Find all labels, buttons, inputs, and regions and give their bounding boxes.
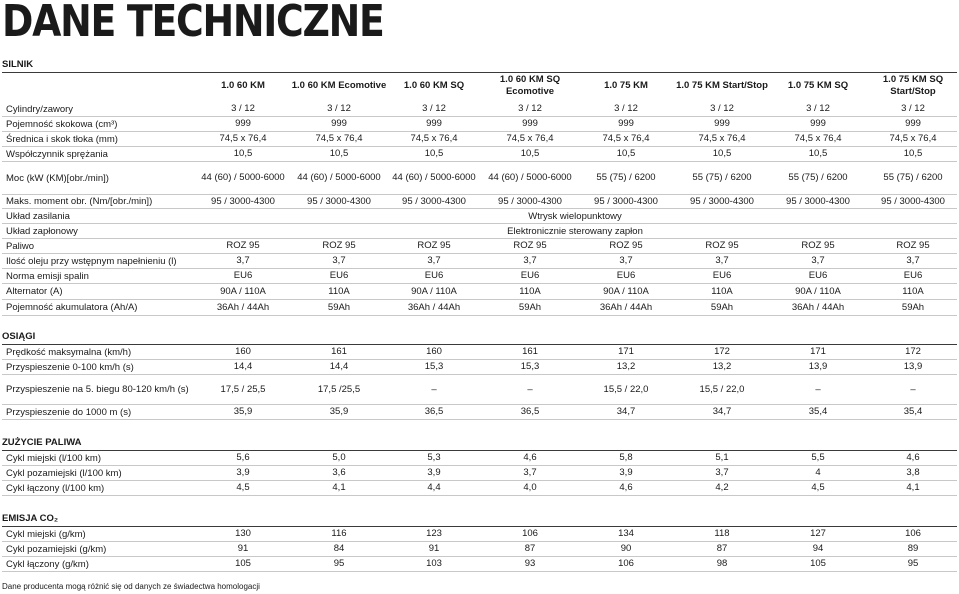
table-cell: – (431, 383, 437, 395)
table-cell: 10,5 (808, 148, 828, 159)
table-cell: 3,7 (523, 255, 537, 266)
column-header: 1.0 75 KM SQ (787, 80, 849, 91)
table-cell: 3,7 (715, 255, 729, 266)
table-cell: ROZ 95 (801, 240, 835, 251)
table-cell: EU6 (233, 270, 253, 281)
row-label: Maks. moment obr. (Nm/[obr./min]) (6, 196, 153, 207)
table-cell: 95 / 3000-4300 (594, 195, 658, 207)
table-row (2, 345, 957, 360)
table-row (2, 224, 957, 239)
table-row (2, 405, 957, 420)
table-cell: 110A (328, 285, 350, 297)
table-cell: 4,4 (427, 482, 441, 493)
table-cell: 172 (714, 346, 730, 357)
row-label: Cykl miejski (g/km) (6, 528, 86, 540)
table-cell: ROZ 95 (417, 240, 451, 251)
table-cell: 74,5 x 76,4 (889, 133, 937, 144)
table-cell: 3 / 12 (806, 103, 830, 114)
row-label: Pojemność skokowa (cm³) (6, 118, 118, 130)
table-row (2, 209, 957, 224)
table-cell: 123 (426, 528, 442, 539)
table-cell: 4,0 (523, 482, 537, 493)
table-cell: EU6 (329, 270, 349, 281)
table-cell: 3,7 (715, 467, 729, 478)
table-cell: ROZ 95 (705, 240, 739, 251)
table-cell: 13,9 (808, 361, 828, 372)
table-cell: 3,7 (906, 255, 920, 266)
table-cell: 4,6 (906, 452, 920, 463)
table-cell: 74,5 x 76,4 (315, 133, 363, 144)
table-cell: 89 (907, 543, 919, 554)
section-heading: OSIĄGI (2, 329, 957, 345)
table-cell: 999 (235, 118, 251, 129)
table-cell: 36Ah / 44Ah (407, 301, 461, 313)
table-cell: 106 (905, 528, 921, 539)
table-cell: 95 / 3000-4300 (498, 195, 562, 207)
row-label: Pojemność akumulatora (Ah/A) (6, 302, 138, 313)
table-cell: 13,2 (616, 361, 636, 372)
section-heading: SILNIK (2, 57, 957, 73)
table-cell: 105 (810, 558, 826, 569)
table-cell: 17,5 / 25,5 (220, 383, 266, 395)
table-cell: 5,5 (811, 452, 825, 463)
table-cell: 118 (714, 528, 730, 539)
row-label: Średnica i skok tłoka (mm) (6, 133, 118, 145)
table-row (2, 102, 957, 117)
row-label: Układ zapłonowy (6, 225, 78, 237)
column-header: 1.0 75 KM (604, 80, 648, 91)
table-cell: 59Ah (710, 301, 734, 313)
table-cell: 999 (714, 118, 730, 129)
table-cell: 15,5 / 22,0 (699, 383, 745, 395)
table-row (2, 527, 957, 542)
table-cell: 3 / 12 (518, 103, 542, 114)
section-heading: EMISJA CO₂ (2, 511, 957, 527)
table-cell: 110A (902, 285, 924, 297)
table-cell: 171 (618, 346, 634, 357)
table-cell: 94 (812, 543, 824, 554)
table-cell: 13,9 (903, 361, 923, 372)
table-cell: – (815, 383, 821, 395)
table-cell: 999 (522, 118, 538, 129)
table-cell: 36,5 (424, 406, 444, 417)
table-cell: 4,5 (811, 482, 825, 493)
table-cell: 44 (60) / 5000-6000 (297, 172, 381, 183)
table-cell: 84 (333, 543, 345, 554)
table-cell: 95 / 3000-4300 (307, 195, 371, 207)
spanning-value: Elektronicznie sterowany zapłon (507, 225, 643, 237)
row-label: Ilość oleju przy wstępnym napełnieniu (l) (6, 255, 177, 267)
table-cell: 90A / 110A (603, 285, 649, 297)
table-cell: 95 / 3000-4300 (786, 195, 850, 207)
table-cell: 15,3 (424, 361, 444, 372)
row-label: Współczynnik sprężania (6, 148, 108, 160)
table-cell: 95 (333, 558, 345, 569)
table-cell: 116 (331, 528, 347, 539)
table-cell: 3 / 12 (327, 103, 351, 114)
table-cell: 55 (75) / 6200 (788, 172, 848, 183)
table-cell: 90 (620, 543, 632, 554)
table-cell: 160 (235, 346, 251, 357)
row-label: Alternator (A) (6, 286, 63, 297)
table-cell: 90A / 110A (411, 285, 457, 297)
table-cell: 10,5 (520, 148, 540, 159)
table-cell: 4 (815, 467, 821, 478)
table-cell: 59Ah (327, 301, 351, 313)
table-cell: 3 / 12 (422, 103, 446, 114)
table-cell: – (527, 383, 533, 395)
table-cell: 5,6 (236, 452, 250, 463)
table-cell: 95 / 3000-4300 (881, 195, 945, 207)
table-cell: 13,2 (712, 361, 732, 372)
table-cell: 3,8 (906, 467, 920, 478)
table-cell: 36Ah / 44Ah (599, 301, 653, 313)
table-cell: 999 (426, 118, 442, 129)
table-cell: 74,5 x 76,4 (602, 133, 650, 144)
table-cell: 59Ah (518, 301, 542, 313)
table-cell: 35,9 (233, 406, 253, 417)
table-cell: 4,6 (619, 482, 633, 493)
table-cell: 106 (618, 558, 634, 569)
table-cell: 172 (905, 346, 921, 357)
table-cell: 10,5 (903, 148, 923, 159)
table-cell: 3 / 12 (614, 103, 638, 114)
table-cell: 4,5 (236, 482, 250, 493)
row-label: Układ zasilania (6, 210, 70, 222)
table-cell: 999 (810, 118, 826, 129)
table-cell: 10,5 (233, 148, 253, 159)
table-cell: 36Ah / 44Ah (216, 301, 270, 313)
column-header: 1.0 60 KM SQ Ecomotive (499, 74, 561, 97)
table-cell: 10,5 (424, 148, 444, 159)
row-label: Przyspieszenie 0-100 km/h (s) (6, 361, 134, 373)
table-cell: 93 (524, 558, 536, 569)
table-cell: ROZ 95 (609, 240, 643, 251)
table-cell: EU6 (520, 270, 540, 281)
table-cell: 95 (907, 558, 919, 569)
table-cell: 999 (331, 118, 347, 129)
table-cell: 10,5 (329, 148, 349, 159)
table-row (2, 542, 957, 557)
table-cell: ROZ 95 (896, 240, 930, 251)
table-cell: 59Ah (901, 301, 925, 313)
row-label: Cykl łączony (g/km) (6, 558, 89, 570)
table-cell: 90A / 110A (220, 285, 266, 297)
table-cell: 35,4 (808, 406, 828, 417)
table-cell: 35,4 (903, 406, 923, 417)
table-cell: 74,5 x 76,4 (506, 133, 554, 144)
page-title: DANE TECHNICZNE (2, 0, 384, 47)
table-cell: 55 (75) / 6200 (596, 172, 656, 183)
table-cell: 999 (618, 118, 634, 129)
table-cell: 35,9 (329, 406, 349, 417)
table-cell: 91 (428, 543, 440, 554)
table-cell: 95 / 3000-4300 (690, 195, 754, 207)
row-label: Prędkość maksymalna (km/h) (6, 346, 132, 358)
row-label: Przyspieszenie na 5. biegu 80-120 km/h (s) (6, 384, 189, 395)
table-cell: 3,7 (427, 255, 441, 266)
table-row (2, 162, 957, 195)
table-cell: 5,0 (332, 452, 346, 463)
table-row (2, 147, 957, 162)
table-cell: 74,5 x 76,4 (794, 133, 842, 144)
table-cell: 98 (716, 558, 728, 569)
table-cell: 44 (60) / 5000-6000 (488, 172, 572, 183)
table-cell: 91 (237, 543, 249, 554)
table-row (2, 466, 957, 481)
table-cell: EU6 (903, 270, 923, 281)
table-cell: 90A / 110A (795, 285, 841, 297)
table-cell: 110A (711, 285, 733, 297)
table-cell: 74,5 x 76,4 (219, 133, 267, 144)
table-row (2, 300, 957, 316)
table-cell: 160 (426, 346, 442, 357)
row-label: Cykl łączony (l/100 km) (6, 482, 105, 494)
spanning-value: Wtrysk wielopunktowy (528, 210, 622, 222)
table-cell: 3,7 (236, 255, 250, 266)
table-cell: 95 / 3000-4300 (402, 195, 466, 207)
table-cell: ROZ 95 (322, 240, 356, 251)
table-cell: ROZ 95 (226, 240, 260, 251)
table-cell: EU6 (616, 270, 636, 281)
row-label: Paliwo (6, 240, 34, 252)
column-header: 1.0 60 KM Ecomotive (291, 80, 387, 91)
table-cell: 4,1 (332, 482, 346, 493)
table-cell: 4,1 (906, 482, 920, 493)
table-cell: 17,5 /25,5 (317, 383, 361, 395)
table-cell: 4,6 (523, 452, 537, 463)
table-cell: 44 (60) / 5000-6000 (392, 172, 476, 183)
table-row (2, 557, 957, 572)
table-cell: 5,8 (619, 452, 633, 463)
table-cell: 55 (75) / 6200 (883, 172, 943, 183)
table-cell: 36Ah / 44Ah (791, 301, 845, 313)
table-row (2, 360, 957, 375)
table-cell: 134 (618, 528, 634, 539)
table-cell: 5,1 (715, 452, 729, 463)
table-cell: 3 / 12 (901, 103, 925, 114)
table-cell: 4,2 (715, 482, 729, 493)
table-cell: 5,3 (427, 452, 441, 463)
row-label: Moc (kW (KM)[obr./min]) (6, 172, 109, 184)
table-cell: 74,5 x 76,4 (410, 133, 458, 144)
table-cell: 3,7 (811, 255, 825, 266)
table-cell: 87 (716, 543, 728, 554)
table-row (2, 284, 957, 300)
column-header: 1.0 60 KM SQ (403, 80, 465, 91)
table-cell: 105 (235, 558, 251, 569)
table-row (2, 375, 957, 405)
column-header: 1.0 75 KM Start/Stop (676, 80, 768, 91)
table-cell: EU6 (424, 270, 444, 281)
table-cell: 3 / 12 (710, 103, 734, 114)
table-cell: 3,9 (427, 467, 441, 478)
table-cell: 3,7 (523, 467, 537, 478)
table-cell: 110A (519, 285, 541, 297)
row-label: Cykl miejski (l/100 km) (6, 452, 102, 464)
table-cell: 161 (331, 346, 347, 357)
table-cell: 161 (522, 346, 538, 357)
table-cell: 127 (810, 528, 826, 539)
table-row (2, 269, 957, 284)
table-row (2, 195, 957, 209)
table-cell: 36,5 (520, 406, 540, 417)
table-cell: 3,7 (332, 255, 346, 266)
table-cell: EU6 (808, 270, 828, 281)
table-row (2, 481, 957, 496)
table-cell: EU6 (712, 270, 732, 281)
table-row (2, 117, 957, 132)
table-cell: 10,5 (712, 148, 732, 159)
table-cell: 106 (522, 528, 538, 539)
table-cell: 15,3 (520, 361, 540, 372)
table-cell: – (910, 383, 916, 395)
table-row (2, 239, 957, 254)
section-heading: ZUŻYCIE PALIWA (2, 435, 957, 451)
table-cell: 34,7 (712, 406, 732, 417)
table-cell: 3,7 (619, 255, 633, 266)
table-cell: 3 / 12 (231, 103, 255, 114)
table-cell: 171 (810, 346, 826, 357)
table-cell: 14,4 (233, 361, 253, 372)
table-cell: 999 (905, 118, 921, 129)
row-label: Cykl pozamiejski (l/100 km) (6, 467, 122, 479)
column-header: 1.0 60 KM (221, 80, 265, 91)
table-cell: 3,9 (619, 467, 633, 478)
table-cell: 3,6 (332, 467, 346, 478)
row-label: Cykl pozamiejski (g/km) (6, 543, 107, 555)
table-cell: 103 (426, 558, 442, 569)
table-cell: 74,5 x 76,4 (698, 133, 746, 144)
row-label: Przyspieszenie do 1000 m (s) (6, 406, 132, 418)
column-header: 1.0 75 KM SQ Start/Stop (882, 74, 944, 97)
table-cell: 3,9 (236, 467, 250, 478)
table-cell: 15,5 / 22,0 (603, 383, 649, 395)
footnote: Dane producenta mogą różnić się od danych ze świadectwa homologacji (2, 582, 260, 591)
table-cell: 44 (60) / 5000-6000 (201, 172, 285, 183)
table-cell: 87 (524, 543, 536, 554)
table-cell: ROZ 95 (513, 240, 547, 251)
table-cell: 95 / 3000-4300 (211, 195, 275, 207)
row-label: Cylindry/zawory (6, 103, 74, 115)
table-cell: 55 (75) / 6200 (692, 172, 752, 183)
table-cell: 130 (235, 528, 251, 539)
table-cell: 34,7 (616, 406, 636, 417)
table-row (2, 254, 957, 269)
table-cell: 14,4 (329, 361, 349, 372)
table-row (2, 132, 957, 147)
row-label: Norma emisji spalin (6, 270, 89, 282)
table-row (2, 451, 957, 466)
table-cell: 10,5 (616, 148, 636, 159)
